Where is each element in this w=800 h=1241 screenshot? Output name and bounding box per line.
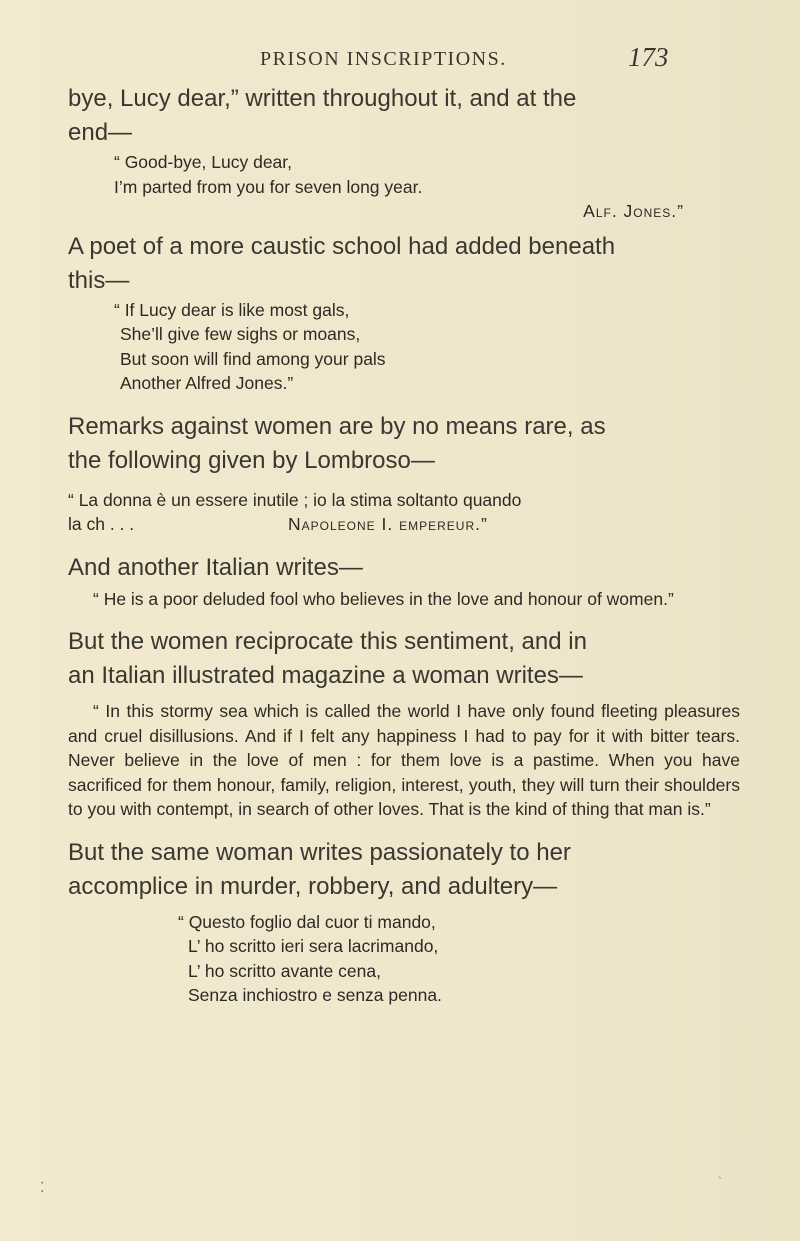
verse-line: “ Questo foglio dal cuor ti mando, [178,911,436,932]
quote-signature: Napoleone I. empereur.” [288,514,488,534]
paragraph-line: Remarks against women are by no means rare, as [68,412,606,440]
verse-line: She’ll give few sighs or moans, [120,324,361,344]
verse-line: I’m parted from you for seven long year. [114,176,423,197]
paragraph-line: this— [68,266,130,294]
quote-napoleone [68,488,740,537]
quote-line [68,512,740,537]
page-body [68,82,740,1008]
running-head: PRISON INSCRIPTIONS. [260,48,507,70]
verse-line: “ Good-bye, Lucy dear, [114,152,293,172]
paragraph-line: accomplice in murder, robbery, and adultery— [68,872,558,900]
verse-line: Another Alfred Jones.” [120,373,294,393]
paragraph-women-reciprocate [68,625,740,693]
quote-fragment: la ch . . . [68,514,135,534]
paragraph-line: bye, Lucy dear,” written throughout it, and at the [68,85,577,112]
verse-signature: Alf. Jones.” [583,201,684,221]
verse-line: Senza inchiostro e senza penna. [188,985,442,1005]
paragraph-continuation [68,82,740,150]
paper-speck: ⁚ [40,1181,45,1196]
quote-line: “ La donna è un essere inutile ; io la stima soltanto quando [68,489,522,510]
verse-line: “ If Lucy dear is like most gals, [114,299,350,320]
paper-speck: ˎ [718,1165,722,1179]
paragraph-caustic-poet [68,230,740,298]
paragraph-line: end— [68,119,133,146]
inscription-verse-2 [68,298,740,396]
inscription-verse-1 [68,150,740,224]
verse-line: L’ ho scritto avante cena, [188,960,381,981]
inscription-verse-3 [68,910,740,1008]
paragraph-line: But the women reciprocate this sentiment, and in [68,628,587,655]
paragraph-line: A poet of a more caustic school had added beneath [68,232,616,260]
paragraph-italian-writes [68,551,740,585]
verse-line: L’ ho scritto ieri sera lacrimando, [188,936,439,956]
quote-deluded-fool: “ He is a poor deluded fool who believes in the love and honour of women.” [93,588,674,609]
paragraph-line: And another Italian writes— [68,553,363,581]
quote-stormy-sea: “ In this stormy sea which is called the world I have only found fleeting pleasures and cruel disillusions. And if I felt any happiness I had to pay for it with bitter tears. Never believe in the love of men : for them love is a pastime. When you have sacrificed for them honour, family, religion, interest, youth, they will turn their shoulders to you with contempt, in search of other loves. That is the kind of thing that man is.” [68,701,740,819]
page-number: 173 [628,42,669,72]
paragraph-lombroso [68,410,740,478]
paragraph-accomplice [68,836,740,904]
verse-line: But soon will find among your pals [120,348,386,369]
page-header [0,40,800,80]
paragraph-line: But the same woman writes passionately to her [68,838,571,866]
paragraph-line: the following given by Lombroso— [68,446,435,474]
paragraph-line: an Italian illustrated magazine a woman writes— [68,662,583,689]
